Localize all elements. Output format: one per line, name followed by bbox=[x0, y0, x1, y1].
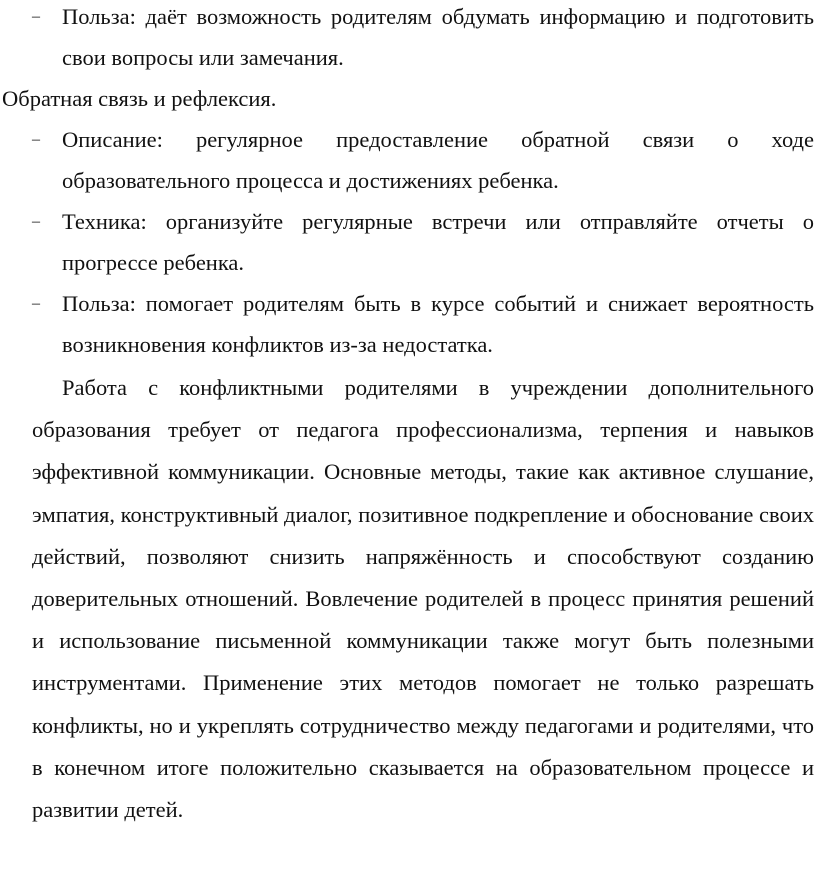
list-item-text: Польза: даёт возможность родителям обдумать информацию и подготовить свои вопросы или замечания. bbox=[62, 4, 814, 70]
list-item-text: Техника: организуйте регулярные встречи или отправляйте отчеты о прогрессе ребенка. bbox=[62, 209, 814, 275]
list-item-description bbox=[32, 119, 814, 201]
dash-bullet: – bbox=[32, 8, 40, 25]
conclusion-paragraph: Работа с конфликтными родителями в учреждении дополнительного образования требует от педагога профессионализма, терпения и навыков эффективной коммуникации. Основные методы, такие как активное слушание, эмпатия, конструктивный диалог, позитивное подкрепление и обоснование своих действий, позволяют снизить напряжённость и способствуют созданию доверительных отношений. Вовлечение родителей в процесс принятия решений и использование письменной коммуникации также могут быть полезными инструментами. Применение этих методов помогает не только разрешать конфликты, но и укреплять сотрудничество между педагогами и родителями, что в конечном итоге положительно сказывается на образовательном процессе и развитии детей. bbox=[32, 375, 814, 823]
dash-bullet: – bbox=[32, 131, 40, 148]
section-heading: Обратная связь и рефлексия. bbox=[2, 86, 277, 111]
list-item-text: Описание: регулярное предоставление обратной связи о ходе образовательного процесса и достижениях ребенка. bbox=[62, 127, 814, 193]
list-item-benefit-top bbox=[32, 0, 814, 78]
dash-bullet: – bbox=[32, 295, 40, 312]
dash-bullet: – bbox=[32, 213, 40, 230]
list-item-technique bbox=[32, 201, 814, 283]
list-item-text: Польза: помогает родителям быть в курсе событий и снижает вероятность возникновения конфликтов из-за недостатка. bbox=[62, 291, 814, 357]
list-item-benefit bbox=[32, 283, 814, 365]
